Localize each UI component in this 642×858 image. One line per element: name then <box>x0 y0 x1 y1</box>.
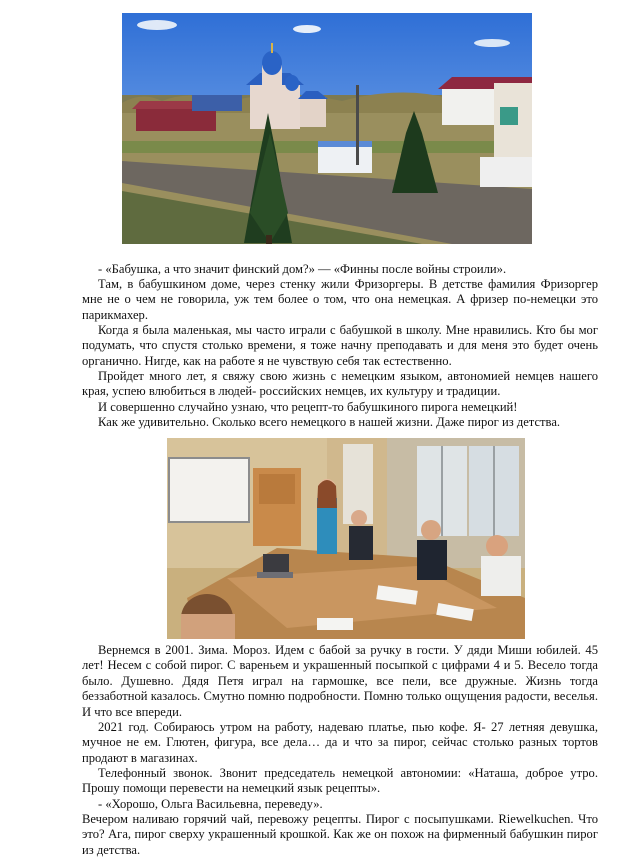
paragraph-phone-call: Телефонный звонок. Звонит председатель немецкой автономии: «Наташа, доброе утро. Прошу помощи перевести на немецкий язык рецепты». <box>82 766 598 796</box>
paragraph-finnish-house: - «Бабушка, а что значит финский дом?» — «Финны после войны строили». <box>98 262 507 276</box>
village-church-photo <box>122 13 532 244</box>
paragraph-playing-school: Когда я была маленькая, мы часто играли с бабушкой в школу. Мне нравились. Кто бы мог подумать, что спустя столько времени, я тоже начну преподавать и для меня это будет очень органично. Нигде, как на работе я не чувствую себя так естественно. <box>82 323 598 368</box>
paragraph-german-language: Пройдет много лет, я свяжу свою жизнь с немецким языком, автономией немцев нашего края, успею влюбиться в людей- российских немцев, их культуру и традиции. <box>82 369 598 399</box>
paragraph-frisorger: Там, в бабушкином доме, через стенку жили Фризоргеры. В детстве фамилия Фризоргер мне не о чем не говорила, уж тем более о том, что она немецкая. А фризер по-немецки это парикмахер. <box>82 277 598 322</box>
paragraph-2021-morning: 2021 год. Собираюсь утром на работу, надеваю платье, пью кофе. Я- 27 летняя девушка, мучное не ем. Глютен, фигура, все дела… да и что за пирог, сейчас столько разных тортов продают в магазинах. <box>82 720 598 765</box>
classroom-photo <box>167 438 525 639</box>
paragraph-recipe-discovery: И совершенно случайно узнаю, что рецепт-то бабушкиного пирога немецкий! <box>98 400 518 414</box>
paragraph-reply: - «Хорошо, Ольга Васильевна, переведу». <box>98 797 323 811</box>
paragraph-surprising: Как же удивительно. Сколько всего немецкого в нашей жизни. Даже пирог из детства. <box>98 415 561 429</box>
paragraph-evening-translation: Вечером наливаю горячий чай, перевожу рецепты. Пирог с посыпушками. Riewelkuchen. Что это? Ага, пирог сверху украшенный крошкой. Как же он похож на фирменный бабушкин пирог из детства. <box>82 812 598 857</box>
paragraph-2001-winter: Вернемся в 2001. Зима. Мороз. Идем с бабой за ручку в гости. У дяди Миши юбилей. 45 лет! Несем с собой пирог. С вареньем и украшенный посыпкой с цифрами 4 и 5. Весело тогда было. Душевно. Дядя Петя играл на гармошке, все пели, все дружные. Жизнь тогда беззаботной казалось. Смутно помню подробности. Помню только ощущения радости, веселья. И что все впереди. <box>82 643 598 719</box>
